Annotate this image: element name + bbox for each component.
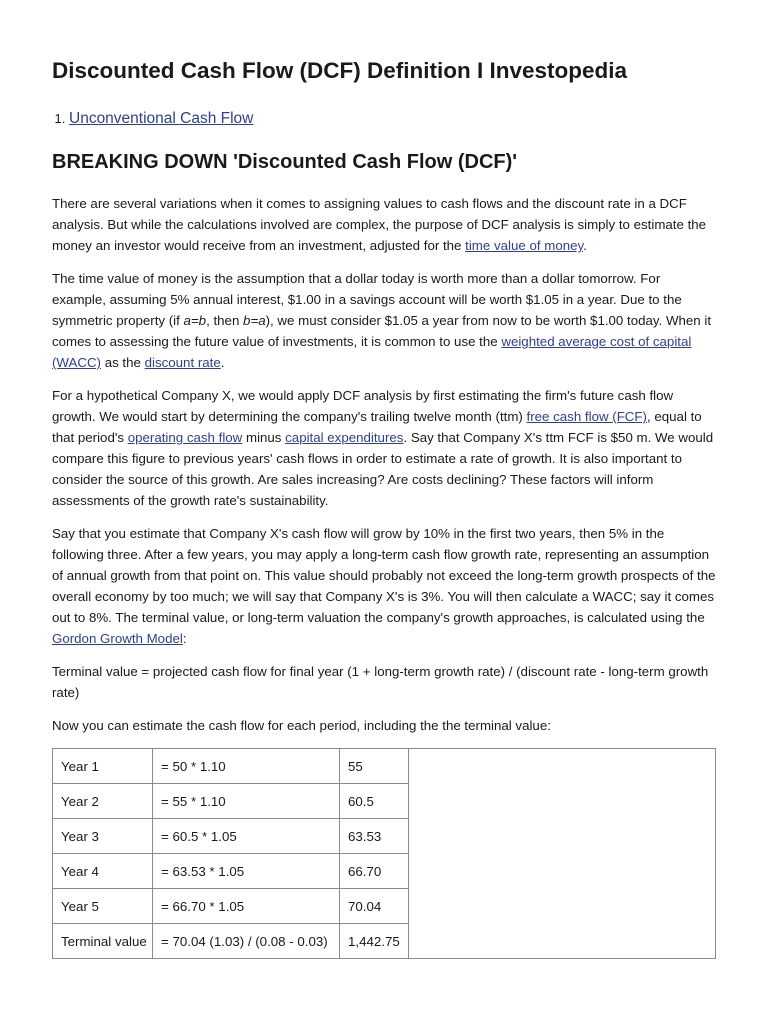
row-value: 60.5 xyxy=(340,784,409,819)
row-value: 63.53 xyxy=(340,819,409,854)
row-value: 66.70 xyxy=(340,854,409,889)
para3-text3: minus xyxy=(242,430,286,445)
para2-em-a-equals-b: a=b xyxy=(183,313,207,328)
toc-item xyxy=(69,108,716,129)
row-label: Terminal value xyxy=(53,924,153,959)
para4-end: : xyxy=(182,631,187,646)
paragraph-terminal-value-formula: Terminal value = projected cash flow for final year (1 + long-term growth rate) / (discount rate - long-term growth rate) xyxy=(52,664,709,700)
para3-text2: , equal to that period's xyxy=(52,409,702,445)
paragraph-dcf-variations xyxy=(52,193,716,256)
link-operating-cash-flow[interactable]: operating cash flow xyxy=(127,430,243,445)
para2-text2: , then xyxy=(206,313,244,328)
para2-end: . xyxy=(220,355,225,370)
para4-text: Say that you estimate that Company X's cash flow will grow by 10% in the first two years, then 5% in the following three. After a few years, you may apply a long-term cash flow growth rate, representing an assumption of annual growth from that point on. This value should probably not exceed the long-term growth prospects of the overall economy by too much; we will say that Company X's is 3%. You will then calculate a WACC; say it comes out to 8%. The terminal value, or long-term valuation the company's growth approaches, is calculated using the xyxy=(52,526,716,625)
para2-text3: ), we must consider $1.05 a year from now to be worth $1.00 today. When it comes to assessing the future value of investments, it is common to use the xyxy=(52,313,712,349)
row-value: 55 xyxy=(340,749,409,784)
link-discount-rate[interactable]: discount rate xyxy=(144,355,221,370)
para3-text4: . Say that Company X's ttm FCF is $50 m. We would compare this figure to previous years' cash flows in order to estimate a rate of growth. It is also important to consider the source of this growth. Are sales increasing? Are costs declining? These factors will inform assessments of the growth rate's sustainability. xyxy=(52,430,714,508)
para2-text4: as the xyxy=(101,355,145,370)
row-label: Year 3 xyxy=(53,819,153,854)
link-free-cash-flow[interactable]: free cash flow (FCF) xyxy=(526,409,647,424)
row-formula: = 70.04 (1.03) / (0.08 - 0.03) xyxy=(153,924,340,959)
link-capital-expenditures[interactable]: capital expenditures xyxy=(285,430,404,445)
row-label: Year 4 xyxy=(53,854,153,889)
row-value: 70.04 xyxy=(340,889,409,924)
row-formula: = 55 * 1.10 xyxy=(153,784,340,819)
cash-flow-table xyxy=(52,748,716,959)
table-row xyxy=(53,749,716,784)
toc-link-unconventional-cash-flow[interactable]: Unconventional Cash Flow xyxy=(69,110,254,127)
row-value: 1,442.75 xyxy=(340,924,409,959)
link-time-value-of-money[interactable]: time value of money xyxy=(465,238,584,253)
para2-text1: The time value of money is the assumption that a dollar today is worth more than a dollar tomorrow. For example, assuming 5% annual interest, $1.00 in a savings account will be worth $1.05 in a year. Due to the symmetric property (if xyxy=(52,271,682,328)
row-label: Year 5 xyxy=(53,889,153,924)
paragraph-time-value xyxy=(52,268,716,373)
link-gordon-growth-model[interactable]: Gordon Growth Model xyxy=(52,631,183,646)
link-wacc[interactable]: weighted average cost of capital (WACC) xyxy=(52,334,692,370)
section-heading: BREAKING DOWN 'Discounted Cash Flow (DCF)' xyxy=(52,151,518,173)
paragraph-table-intro: Now you can estimate the cash flow for each period, including the the terminal value: xyxy=(52,718,551,733)
para2-em-b-equals-a: b=a xyxy=(243,313,266,328)
row-formula: = 66.70 * 1.05 xyxy=(153,889,340,924)
para1-text: There are several variations when it comes to assigning values to cash flows and the discount rate in a DCF analysis. But while the calculations involved are complex, the purpose of DCF analysis is simply to estimate the money an investor would receive from an investment, adjusted for the xyxy=(52,196,707,253)
table-of-contents xyxy=(52,108,716,129)
para1-end: . xyxy=(583,238,587,253)
row-label: Year 2 xyxy=(53,784,153,819)
paragraph-company-x xyxy=(52,385,716,511)
row-formula: = 50 * 1.10 xyxy=(153,749,340,784)
article-body xyxy=(52,193,716,959)
page-title: Discounted Cash Flow (DCF) Definition I Investopedia xyxy=(52,58,628,83)
row-formula: = 60.5 * 1.05 xyxy=(153,819,340,854)
empty-column xyxy=(409,749,716,959)
row-formula: = 63.53 * 1.05 xyxy=(153,854,340,889)
para3-text1: For a hypothetical Company X, we would apply DCF analysis by first estimating the firm's future cash flow growth. We would start by determining the company's trailing twelve month (ttm) xyxy=(52,388,674,424)
paragraph-growth-estimate xyxy=(52,523,716,649)
row-label: Year 1 xyxy=(53,749,153,784)
